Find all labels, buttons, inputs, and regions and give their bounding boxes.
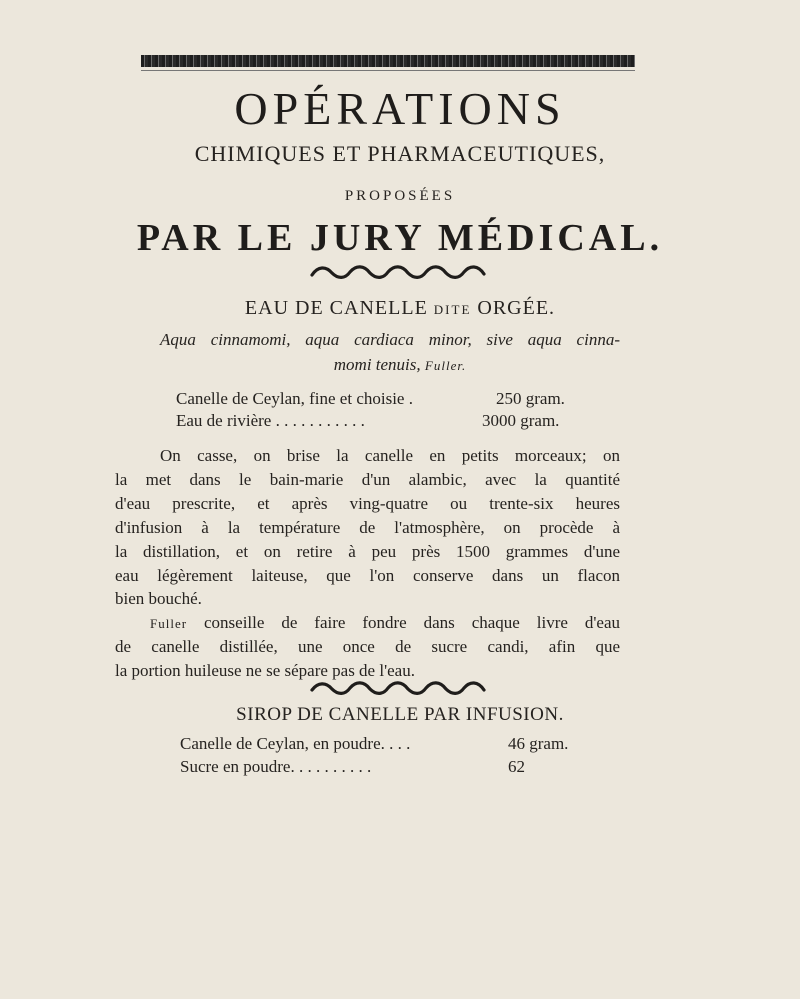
title-operations: OPÉRATIONS	[234, 83, 566, 134]
wavy-rule-ornament-icon	[0, 262, 800, 284]
ingredient-qty: 3000 gram.	[482, 411, 560, 430]
heading-text-a: EAU DE CANELLE	[244, 297, 434, 319]
paragraph-line: d'infusion à la température de l'atmosphère, on procède à	[115, 518, 620, 537]
paragraph-line: de canelle distillée, une once de sucre candi, afin que	[115, 637, 620, 656]
ingredient-name: Canelle de Ceylan, en poudre. . . .	[180, 734, 411, 753]
section-heading-sirop: SIROP DE CANELLE PAR INFUSION.	[236, 704, 564, 725]
latin-author: Fuller.	[424, 358, 467, 373]
paragraph-line	[150, 611, 620, 636]
paragraph-text: conseille de faire fondre dans chaque livre d'eau	[187, 613, 620, 632]
ingredient-qty: 250 gram.	[496, 389, 565, 408]
paragraph-line: d'eau prescrite, et après ving-quatre ou trente-six heures	[115, 494, 620, 513]
paragraph-line: la portion huileuse ne se sépare pas de l'eau.	[115, 661, 415, 680]
heading-text-b: ORGÉE.	[471, 297, 556, 319]
ingredient-name: Sucre en poudre. . . . . . . . . .	[180, 757, 372, 776]
ingredient-qty: 62	[508, 757, 525, 776]
ingredient-name: Canelle de Ceylan, fine et choisie .	[176, 389, 413, 408]
top-decorative-band	[141, 55, 635, 67]
paragraph-line: eau légèrement laiteuse, que l'on conserve dans un flacon	[115, 566, 620, 585]
ingredient-name: Eau de rivière . . . . . . . . . . .	[176, 411, 365, 430]
heading-text-small: DITE	[433, 302, 472, 317]
author-name: Fuller	[150, 616, 188, 631]
title-jury-medical: PAR LE JURY MÉDICAL.	[136, 217, 664, 259]
wavy-rule-ornament-icon	[0, 678, 800, 700]
latin-name-line2	[0, 355, 800, 376]
paragraph-line: bien bouché.	[115, 589, 202, 608]
paragraph-line: la distillation, et on retire à peu près 1500 grammes d'une	[115, 542, 620, 561]
paragraph-line: la met dans le bain-marie d'un alambic, avec la quantité	[115, 470, 620, 489]
title-proposees: PROPOSÉES	[344, 188, 456, 204]
top-rule	[141, 70, 635, 71]
section-heading-eau-de-canelle	[0, 297, 800, 321]
paragraph-line: On casse, on brise la canelle en petits morceaux; on	[160, 446, 620, 465]
ingredient-qty: 46 gram.	[508, 734, 569, 753]
latin-text: momi tenuis,	[333, 355, 425, 374]
title-chimiques: CHIMIQUES ET PHARMACEUTIQUES,	[194, 141, 606, 166]
latin-name-line1: Aqua cinnamomi, aqua cardiaca minor, sive aqua cinna-	[160, 330, 620, 349]
